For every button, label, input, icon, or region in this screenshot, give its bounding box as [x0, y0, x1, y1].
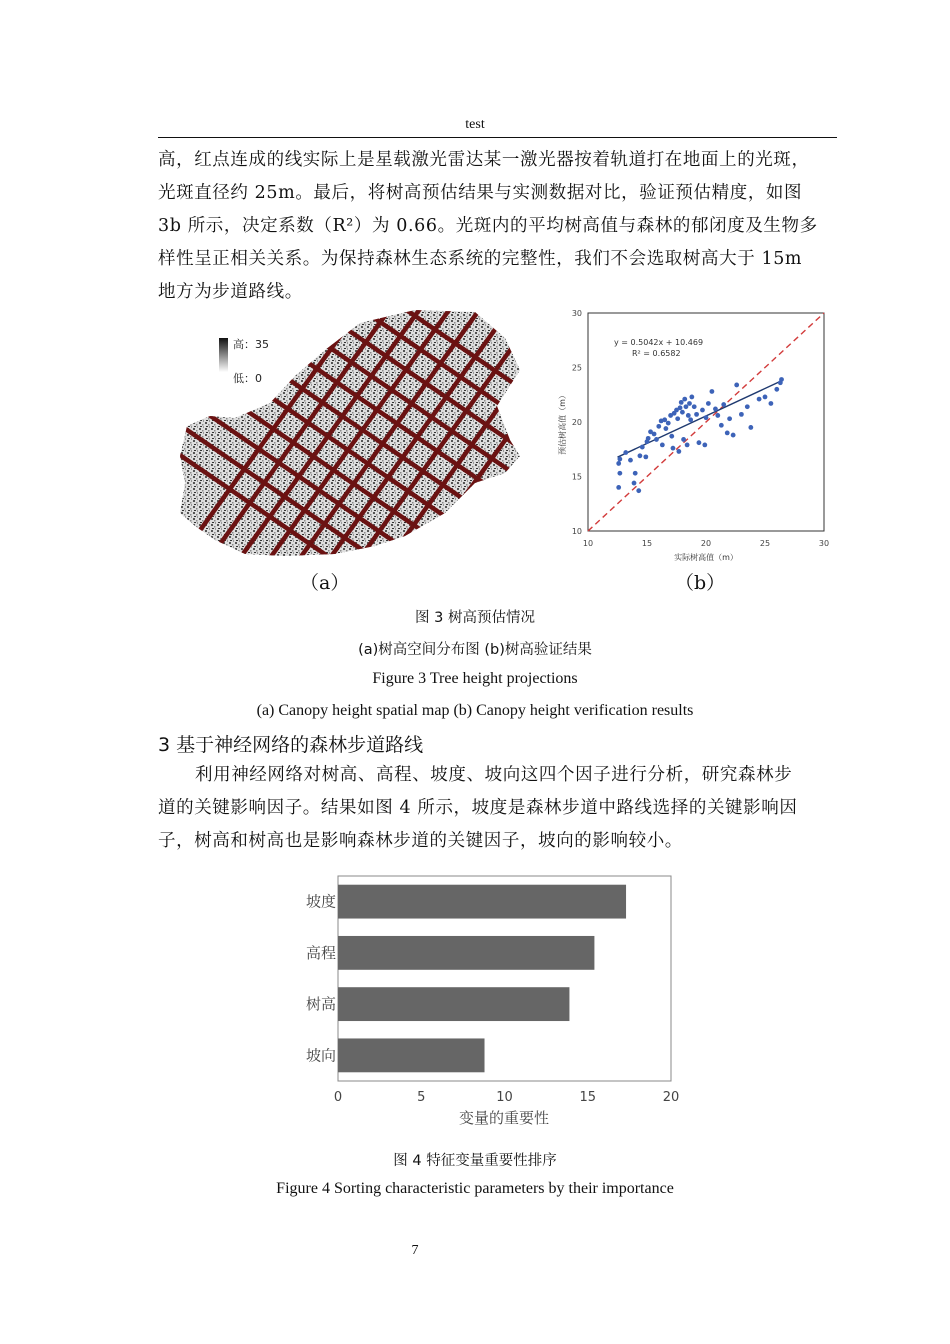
- panel-label-b: （b）: [675, 572, 726, 594]
- scatter-point: [687, 401, 692, 406]
- scatter-point: [725, 431, 730, 436]
- figure4-caption-cn: 图 4 特征变量重要性排序: [393, 1153, 557, 1169]
- figure4-caption-en: Figure 4 Sorting characteristic parameters by their importance: [276, 1180, 674, 1197]
- section3-line: 利用神经网络对树高、高程、坡度、坡向这四个因子进行分析，研究森林步: [195, 765, 793, 785]
- importance-bar: [338, 885, 626, 919]
- scatter-y-tick: 10: [571, 527, 582, 536]
- importance-bar: [338, 936, 594, 970]
- scatter-point: [660, 442, 665, 447]
- scatter-point: [745, 404, 750, 409]
- bar-category-label: 坡向: [305, 1046, 336, 1065]
- scatter-point: [694, 412, 699, 417]
- scatter-point: [633, 471, 638, 476]
- legend-gradient: [219, 338, 228, 372]
- bar-x-tick: 20: [662, 1090, 680, 1105]
- scatter-y-tick: 25: [571, 363, 582, 373]
- scatter-point: [715, 413, 720, 418]
- scatter-point: [734, 383, 739, 388]
- canopy-height-map: [175, 308, 530, 560]
- scatter-plot: [552, 303, 842, 568]
- scatter-point: [719, 423, 724, 428]
- figure3-subcaption-en: (a) Canopy height spatial map (b) Canopy height verification results: [256, 702, 694, 719]
- section3-paragraph: [158, 759, 838, 858]
- scatter-x-tick: 25: [759, 539, 771, 548]
- scatter-point: [692, 404, 697, 409]
- scatter-point: [663, 426, 668, 431]
- scatter-point: [616, 461, 621, 466]
- intro-line: 光斑直径约 25m。最后，将树高预估结果与实测数据对比，验证预估精度，如图: [158, 183, 803, 203]
- scatter-point: [731, 433, 736, 438]
- scatter-point: [680, 410, 685, 415]
- legend-low: 低：0: [233, 372, 262, 385]
- bar-x-tick: 15: [579, 1090, 597, 1105]
- scatter-point: [774, 387, 779, 392]
- scatter-point: [654, 437, 659, 442]
- legend-high: 高：35: [233, 338, 269, 351]
- bar-x-tick: 0: [333, 1090, 343, 1105]
- section-heading: 3 基于神经网络的森林步道路线: [158, 734, 424, 756]
- scatter-point: [779, 377, 784, 382]
- fit-equation: y = 0.5042x + 10.469: [614, 338, 704, 347]
- scatter-point: [656, 424, 661, 429]
- scatter-y-tick: 30: [571, 309, 582, 318]
- importance-bar: [338, 987, 569, 1021]
- scatter-point: [769, 401, 774, 406]
- scatter-point: [739, 412, 744, 417]
- scatter-point: [675, 416, 680, 421]
- scatter-point: [638, 453, 643, 458]
- map-terrain: [175, 308, 530, 560]
- scatter-xlabel: 实际树高值（m）: [674, 553, 738, 562]
- scatter-y-tick: 20: [571, 418, 582, 427]
- scatter-point: [710, 389, 715, 394]
- scatter-point: [763, 395, 768, 400]
- scatter-point: [688, 417, 693, 422]
- scatter-point: [721, 402, 726, 407]
- scatter-point: [676, 449, 681, 454]
- intro-line: 3b 所示，决定系数（R²）为 0.66。光斑内的平均树高值与森林的郁闭度及生物多: [158, 216, 818, 236]
- scatter-x-tick: 15: [641, 539, 653, 548]
- scatter-point: [706, 401, 711, 406]
- scatter-point: [671, 446, 676, 451]
- section3-line: 子，树高和树高也是影响森林步道的关键因子，坡向的影响较小。: [158, 831, 683, 851]
- scatter-x-tick: 30: [818, 539, 830, 548]
- scatter-point: [689, 395, 694, 400]
- scatter-point: [646, 436, 651, 441]
- scatter-point: [617, 457, 622, 462]
- panel-label-a: （a）: [300, 572, 350, 594]
- bar-x-tick: 5: [417, 1090, 426, 1105]
- scatter-point: [652, 432, 657, 437]
- bar-category-label: 坡度: [305, 892, 336, 911]
- scatter-point: [757, 397, 762, 402]
- scatter-x-tick: 10: [582, 539, 594, 548]
- scatter-point: [681, 437, 686, 442]
- scatter-point: [697, 440, 702, 445]
- intro-paragraph: [158, 144, 838, 309]
- scatter-point: [727, 416, 732, 421]
- scatter-point: [700, 408, 705, 413]
- scatter-point: [748, 425, 753, 430]
- figure3-caption-en: Figure 3 Tree height projections: [372, 670, 578, 687]
- figure3-caption-cn: 图 3 树高预估情况: [415, 610, 535, 626]
- scatter-point: [616, 485, 621, 490]
- scatter-point: [669, 434, 674, 439]
- scatter-y-tick: 15: [571, 472, 582, 482]
- importance-bar-chart: [290, 868, 690, 1133]
- scatter-point: [686, 413, 691, 418]
- importance-bar: [338, 1038, 485, 1072]
- scatter-point: [628, 458, 633, 463]
- scatter-point: [678, 405, 683, 410]
- scatter-point: [684, 404, 689, 409]
- fit-r2: R² = 0.6582: [632, 349, 681, 358]
- scatter-point: [713, 407, 718, 412]
- running-header: test: [465, 117, 485, 132]
- scatter-point: [685, 442, 690, 447]
- bar-x-tick: 10: [496, 1090, 513, 1105]
- intro-line: 样性呈正相关关系。为保持森林生态系统的完整性，我们不会选取树高大于 15m: [158, 249, 803, 269]
- scatter-point: [640, 445, 645, 450]
- intro-line: 高，红点连成的线实际上是星载激光雷达某一激光器按着轨道打在地面上的光斑，: [158, 150, 810, 170]
- scatter-point: [662, 417, 667, 422]
- scatter-ylabel: 预估树高值（m）: [558, 391, 567, 455]
- section3-line: 道的关键影响因子。结果如图 4 所示，坡度是森林步道中路线选择的关键影响因: [158, 798, 798, 818]
- scatter-point: [704, 415, 709, 420]
- scatter-point: [702, 442, 707, 447]
- intro-line: 地方为步道路线。: [158, 282, 303, 302]
- bar-category-label: 高程: [305, 943, 336, 962]
- scatter-point: [666, 421, 671, 426]
- scatter-x-tick: 20: [700, 539, 712, 548]
- scatter-point: [636, 488, 641, 493]
- scatter-point: [623, 450, 628, 455]
- scatter-point: [643, 454, 648, 459]
- figure3-subcaption-cn: (a)树高空间分布图 (b)树高验证结果: [358, 642, 592, 658]
- scatter-point: [679, 400, 684, 405]
- scatter-point: [682, 397, 687, 402]
- page-number: 7: [411, 1243, 419, 1258]
- header-rule: [158, 137, 837, 138]
- scatter-point: [632, 481, 637, 486]
- bar-category-label: 树高: [305, 995, 336, 1014]
- bar-xlabel: 变量的重要性: [458, 1109, 550, 1127]
- scatter-point: [617, 471, 622, 476]
